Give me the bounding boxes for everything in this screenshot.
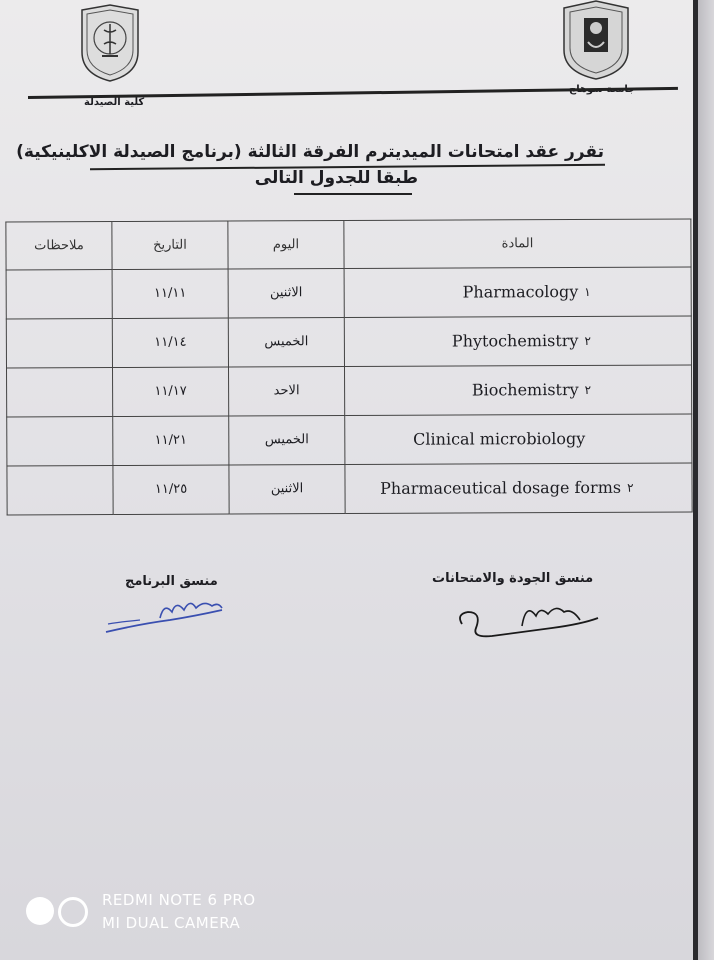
camera-watermark-logo-icon [26,897,88,927]
page-edge-line [693,0,698,960]
day-cell: الاحد [228,366,344,416]
subject-number: ٢ [627,480,634,495]
quality-coordinator-label: منسق الجودة والامتحانات [432,571,594,586]
page-background-edge [698,0,714,960]
table-row [6,267,691,319]
date-cell: ١١/١٤ [112,318,228,368]
university-logo-icon [560,0,632,80]
table-header-row [6,219,691,270]
header-day: اليوم [228,221,344,269]
notes-cell [7,465,113,514]
notes-cell [7,368,113,417]
notes-cell [6,270,112,319]
table-row [7,463,692,515]
header-subject: المادة [344,219,691,268]
subject-cell [345,414,692,465]
subject-number: ١ [584,284,591,299]
subject-name: Pharmacology [462,282,579,302]
table-row [7,414,692,466]
subject-number: ٢ [584,333,591,348]
notes-cell [6,319,112,368]
subtitle-underline [294,193,412,195]
subject-name: Clinical microbiology [413,429,586,450]
subject-name: Biochemistry [471,380,579,400]
subject-cell [345,463,692,514]
subject-number: ٢ [584,382,592,397]
date-cell: ١١/١٧ [112,367,228,417]
date-cell: ١١/٢١ [113,416,229,466]
quality-coordinator-signature-icon [452,598,602,646]
document-subtitle: طبقا للجدول التالى [254,168,418,188]
subject-name: Pharmaceutical dosage forms [380,478,622,499]
camera-watermark-text [102,889,256,935]
table-row [6,316,691,368]
date-cell: ١١/١١ [112,269,228,319]
camera-watermark [26,889,256,935]
subject-name: Phytochemistry [451,331,579,352]
notes-cell [7,417,113,466]
table-row [7,365,692,417]
subject-cell [344,316,691,367]
day-cell: الاثنين [229,464,345,514]
day-cell: الخميس [229,415,345,465]
watermark-line-1: REDMI NOTE 6 PRO [102,891,256,909]
faculty-logo-caption: كلية الصيدلة [84,97,145,108]
program-coordinator-label: منسق البرنامج [125,574,218,589]
document-title: تقرر عقد امتحانات الميديترم الفرقة الثالثة (برنامج الصيدلة الاكلينيكية) [16,142,604,162]
header-date: التاريخ [112,221,228,269]
subject-cell [344,365,691,416]
subject-cell [344,267,691,318]
day-cell: الاثنين [228,268,344,318]
program-coordinator-signature-icon [100,596,230,640]
day-cell: الخميس [228,317,344,367]
date-cell: ١١/٢٥ [113,465,229,515]
exam-schedule-table [5,219,692,516]
header-notes: ملاحظات [6,222,112,270]
faculty-logo-icon [78,4,142,82]
watermark-line-2: MI DUAL CAMERA [102,914,241,932]
